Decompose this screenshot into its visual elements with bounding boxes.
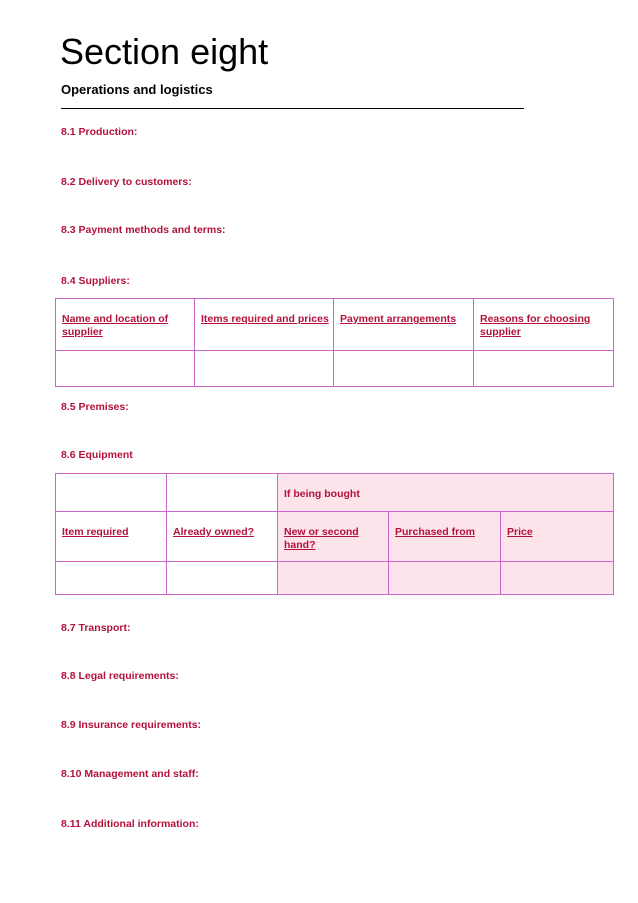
suppliers-col-reasons: Reasons for choosing supplier (474, 299, 614, 351)
suppliers-entry-row (56, 351, 614, 387)
equipment-group-header: If being bought (278, 474, 614, 512)
equipment-col-new-or-second: New or second hand? (278, 512, 389, 562)
heading-legal: 8.8 Legal requirements: (61, 670, 179, 682)
equipment-group-row (56, 474, 614, 512)
suppliers-header-row (56, 299, 614, 351)
equipment-cell (501, 562, 614, 595)
heading-premises: 8.5 Premises: (61, 401, 129, 413)
equipment-col-item: Item required (56, 512, 167, 562)
equipment-col-owned: Already owned? (167, 512, 278, 562)
page-subtitle: Operations and logistics (61, 82, 213, 97)
equipment-cell (56, 562, 167, 595)
equipment-entry-row (56, 562, 614, 595)
equipment-blank-cell (56, 474, 167, 512)
suppliers-cell (56, 351, 195, 387)
suppliers-cell (334, 351, 474, 387)
heading-delivery: 8.2 Delivery to customers: (61, 176, 192, 188)
page-title: Section eight (60, 31, 269, 72)
equipment-blank-cell (167, 474, 278, 512)
equipment-cell (389, 562, 501, 595)
heading-production: 8.1 Production: (61, 126, 138, 138)
suppliers-cell (195, 351, 334, 387)
equipment-cell (278, 562, 389, 595)
heading-equipment: 8.6 Equipment (61, 449, 133, 461)
suppliers-col-items: Items required and prices (195, 299, 334, 351)
suppliers-col-name: Name and location of supplier (56, 299, 195, 351)
heading-payment: 8.3 Payment methods and terms: (61, 224, 226, 236)
equipment-col-price: Price (501, 512, 614, 562)
equipment-cell (167, 562, 278, 595)
equipment-col-purchased-from: Purchased from (389, 512, 501, 562)
equipment-header-row (56, 512, 614, 562)
suppliers-table (55, 298, 614, 387)
heading-additional: 8.11 Additional information: (61, 818, 199, 830)
suppliers-col-payment: Payment arrangements (334, 299, 474, 351)
heading-transport: 8.7 Transport: (61, 622, 131, 634)
heading-suppliers: 8.4 Suppliers: (61, 275, 130, 287)
heading-management: 8.10 Management and staff: (61, 768, 199, 780)
title-divider (61, 108, 524, 109)
heading-insurance: 8.9 Insurance requirements: (61, 719, 202, 731)
suppliers-cell (474, 351, 614, 387)
equipment-table (55, 473, 614, 595)
